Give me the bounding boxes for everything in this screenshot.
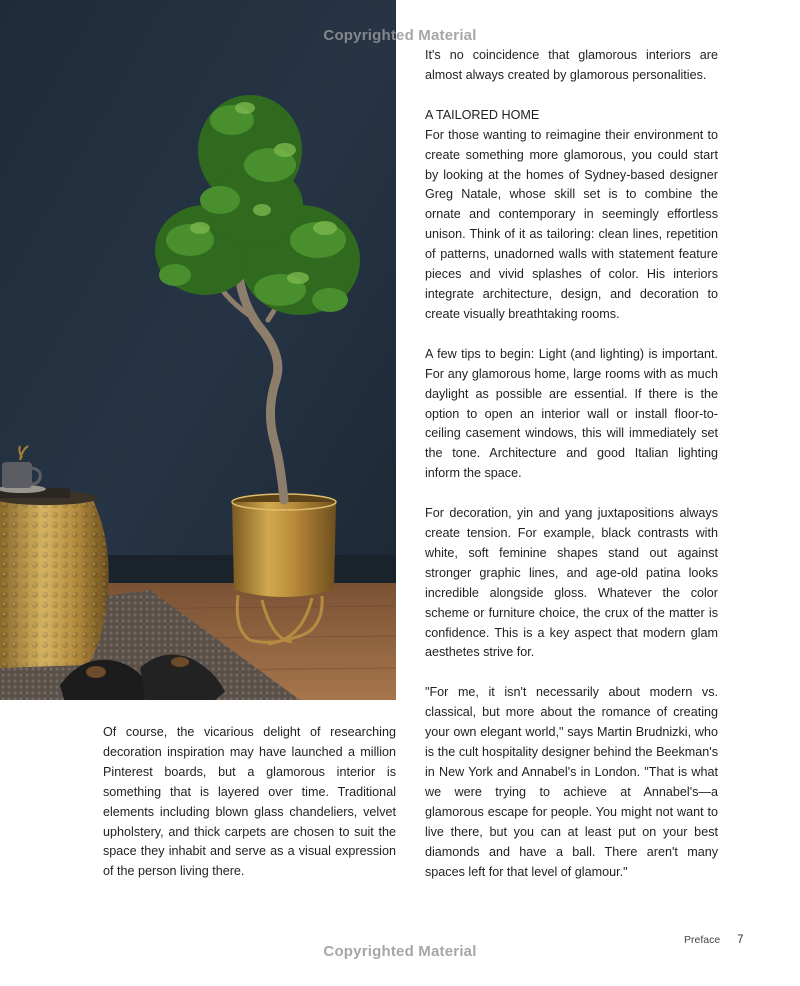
watermark-bottom: Copyrighted Material: [323, 943, 477, 960]
interior-photo: [0, 0, 396, 700]
paragraph-lighting: A few tips to begin: Light (and lighting) is important. For any glamorous home, large rooms with as much daylight as possible are essential. If there is the option to open an interior wall or install floor-to-ceiling casement windows, this will immediately set the tone. Architecture and good Italian lighting inform the space.: [425, 346, 718, 481]
paragraph-quote: "For me, it isn't necessarily about modern vs. classical, but more about the romance of creating your own elegant world," says Martin Brudnizki, who is the cult hospitality designer behind the Beekman's in New York and Annabel's in London. "That is what we were trying to achieve at Annabel's—a glamorous escape for people. You might not want to live there, but you can at least put on your best diamonds and have a ball. There aren't many spaces left for that level of glamour.": [425, 685, 718, 879]
left-column: [103, 723, 396, 882]
watermark-top: Copyrighted Material: [323, 27, 477, 44]
paragraph-tailored: For those wanting to reimagine their environment to create something more glamorous, you could start by looking at the homes of Sydney-based designer Greg Natale, whose skill set is to combine the ornate and contemporary in seemingly effortless unison. Think of it as tailoring: clean lines, repetition of patterns, unadorned walls with statement feature pieces and vivid splashes of color. His interiors integrate architecture, design, and decoration to create visually breathtaking rooms.: [425, 127, 718, 321]
section-heading: A TAILORED HOME: [425, 107, 540, 122]
paragraph-inspiration: Of course, the vicarious delight of researching decoration inspiration may have launched a million Pinterest boards, but a glamorous interior is something that is layered over time. Traditional elements including blown glass chandeliers, velvet upholstery, and thick carpets are chosen to suit the space they inhabit and serve as a visual expression of the person living there.: [103, 725, 396, 879]
section-label: Preface: [684, 934, 721, 946]
right-column: [425, 46, 718, 882]
planter: [232, 494, 336, 597]
side-table: [0, 491, 109, 668]
intro-paragraph: It's no coincidence that glamorous interiors are almost always created by glamorous personalities.: [425, 48, 718, 82]
paragraph-decoration: For decoration, yin and yang juxtapositions always create tension. For example, black contrasts with white, soft feminine shapes stand out against stronger graphic lines, and age-old patina looks incredible alongside gloss. Whatever the color scheme or furniture choice, the crux of the matter is confidence. This is a key aspect that modern glam aesthetes strive for.: [425, 506, 718, 660]
page-number: 7: [737, 934, 744, 946]
